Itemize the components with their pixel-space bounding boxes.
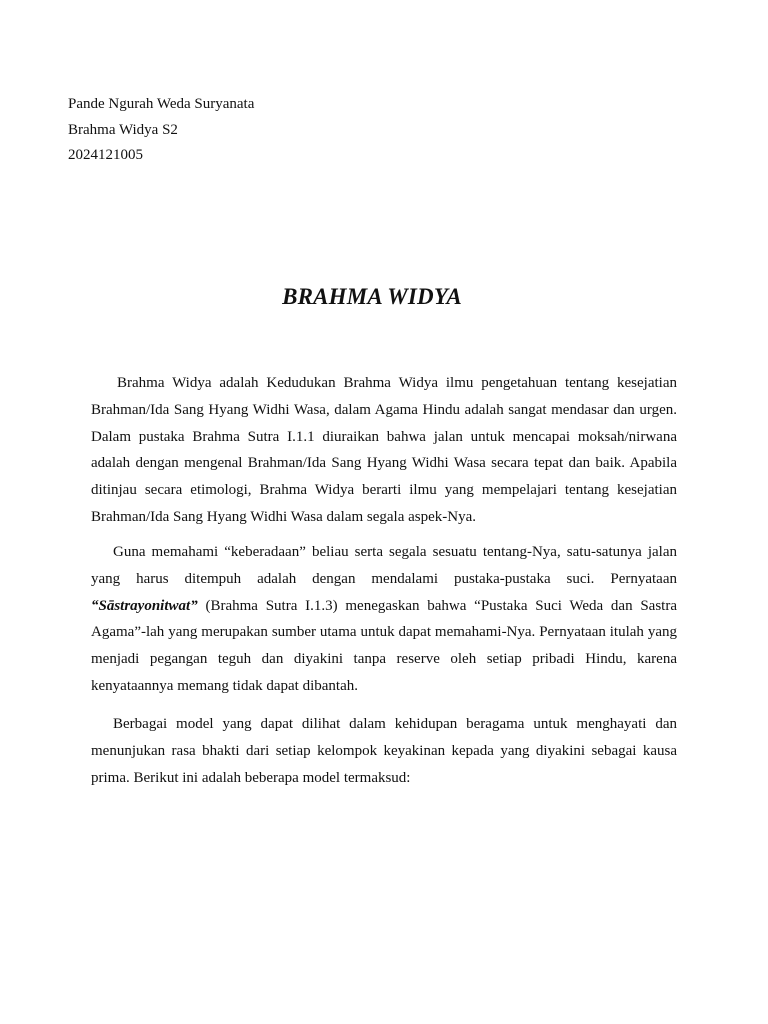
paragraph-2 (91, 539, 677, 700)
student-id: 2024121005 (68, 147, 143, 163)
paragraph-2-text (91, 539, 677, 700)
author-name: Pande Ngurah Weda Suryanata (68, 96, 255, 112)
document-title: BRAHMA WIDYA (282, 284, 462, 309)
paragraph-3-text: Berbagai model yang dapat dilihat dalam kehidupan beragama untuk menghayati dan menunjukan rasa bhakti dari setiap kelompok keyakinan kepada yang diyakini sebagai kausa prima. Berikut ini adalah beberapa model termaksud: (91, 716, 677, 786)
course-name: Brahma Widya S2 (68, 121, 178, 138)
paragraph-2-rest: (Brahma Sutra I.1.3) menegaskan bahwa “Pustaka Suci Weda dan Sastra Agama”-lah yang merupakan sumber utama untuk dapat memahami-Nya. Pernyataan itulah yang menjadi pegangan teguh dan diyakini tanpa reserve oleh setiap pribadi Hindu, karena kenyataannya memang tidak dapat dibantah. (91, 597, 677, 694)
paragraph-3 (91, 711, 677, 791)
paragraph-1 (91, 370, 677, 531)
paragraph-1-text: Brahma Widya adalah Kedudukan Brahma Widya ilmu pengetahuan tentang kesejatian Brahman/Ida Sang Hyang Widhi Wasa, dalam Agama Hindu adalah sangat mendasar dan urgen. Dalam pustaka Brahma Sutra I.1.1 diuraikan bahwa jalan untuk mencapai moksah/nirwana adalah dengan mengenal Brahman/Ida Sang Hyang Widhi Wasa secara tepat dan baik. Apabila ditinjau secara etimologi, Brahma Widya berarti ilmu yang mempelajari tentang kesejatian Brahman/Ida Sang Hyang Widhi Wasa dalam segala aspek-Nya. (91, 375, 677, 525)
author-block (68, 92, 254, 169)
sastrayonitwat-term: “Sāstrayonitwat” (91, 597, 198, 614)
paragraph-2-intro: Guna memahami “keberadaan” beliau serta segala sesuatu tentang-Nya, satu-satunya jalan yang harus ditempuh adalah dengan mendalami pustaka-pustaka suci. Pernyataan (91, 544, 677, 587)
